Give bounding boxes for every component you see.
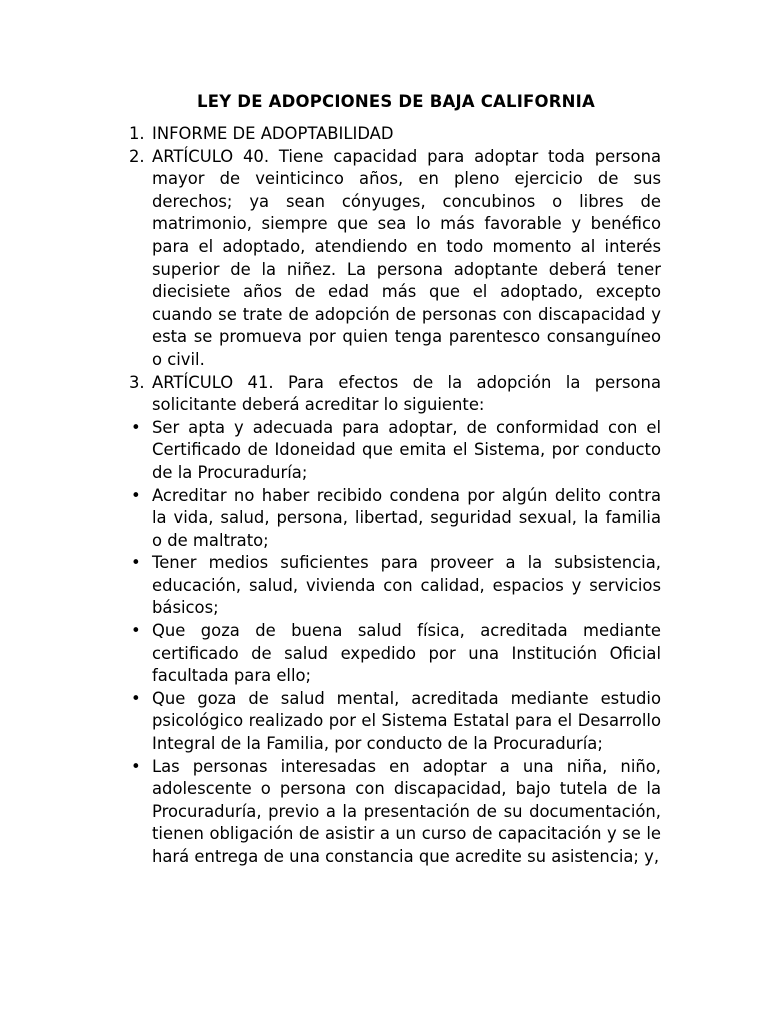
list-item-informe [129,123,661,146]
list-item-text: INFORME DE ADOPTABILIDAD [152,124,394,143]
list-number: 2. [129,146,145,166]
bullet-icon: • [131,553,141,573]
bullet-icon: • [131,485,141,505]
document-title: LEY DE ADOPCIONES DE BAJA CALIFORNIA [197,92,595,111]
bullet-item-text: Que goza de salud mental, acreditada mediante estudio psicológico realizado por el Sistema Estatal para el Desarrollo Integral de la Familia, por conducto de la Procuraduría; [152,688,661,754]
bullet-item-curso [129,756,661,869]
bullet-item-text: Tener medios suficientes para proveer a la subsistencia, educación, salud, vivienda con calidad, espacios y servicios básicos; [152,553,661,618]
list-item-text: ARTÍCULO 40. Tiene capacidad para adoptar toda persona mayor de veinticinco años, en pleno ejercicio de sus derechos; ya sean cónyuges, concubinos o libres de matrimonio, siempre que sea lo más favorable y benéfico para el adoptado, atendiendo en todo momento al interés superior de la niñez. La persona adoptante deberá tener diecisiete años de edad más que el adoptado, excepto cuando se trate de adopción de personas con discapacidad y esta se promueva por quien tenga parentesco consanguíneo o civil. [152,146,661,369]
bullet-icon: • [131,621,141,641]
list-number: 1. [129,124,145,143]
bullet-icon: • [131,756,141,776]
list-number: 3. [129,372,145,392]
bullet-item-apta [129,417,661,485]
list-item-articulo-41 [129,372,661,417]
bullet-item-salud-fisica [129,620,661,688]
bullet-item-condena [129,485,661,553]
bullet-item-text: Acreditar no haber recibido condena por algún delito contra la vida, salud, persona, libertad, seguridad sexual, la familia o de maltrato; [152,485,661,550]
article-list [129,123,661,869]
bullet-item-text: Las personas interesadas en adoptar a una niña, niño, adolescente o persona con discapacidad, bajo tutela de la Procuraduría, previo a la presentación de su documentación, tienen obligación de asistir a un curso de capacitación y se le hará entrega de una constancia que acredite su asistencia; y, [152,756,661,866]
list-item-text: ARTÍCULO 41. Para efectos de la adopción la persona solicitante deberá acreditar lo siguiente: [152,372,661,415]
bullet-item-medios [129,552,661,620]
bullet-item-salud-mental [129,688,661,756]
list-item-articulo-40 [129,146,661,372]
bullet-icon: • [131,688,141,708]
bullet-item-text: Que goza de buena salud física, acreditada mediante certificado de salud expedido por una Institución Oficial facultada para ello; [152,621,661,686]
bullet-icon: • [131,417,141,437]
bullet-item-text: Ser apta y adecuada para adoptar, de conformidad con el Certificado de Idoneidad que emita el Sistema, por conducto de la Procuraduría; [152,417,661,482]
